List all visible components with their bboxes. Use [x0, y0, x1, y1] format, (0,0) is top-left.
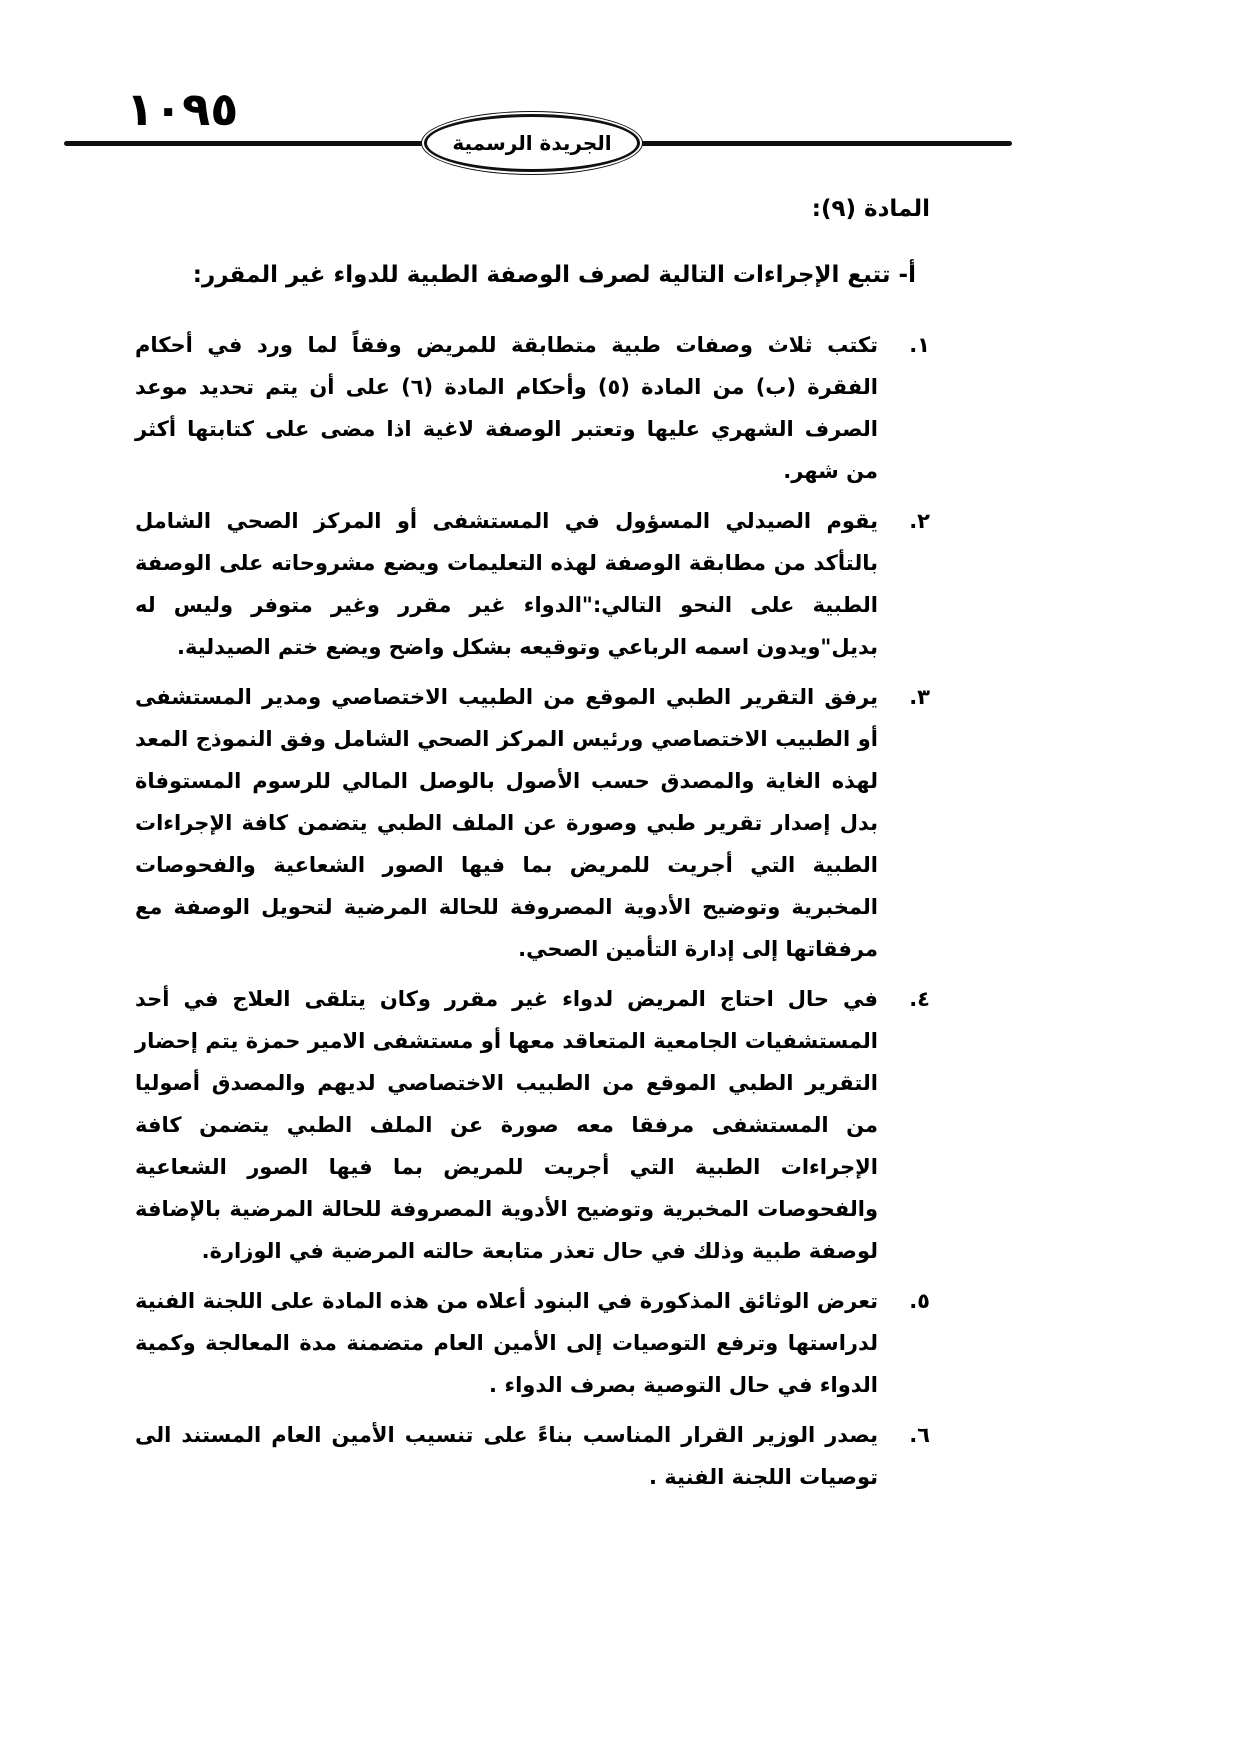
list-item	[135, 676, 930, 970]
item-number: ٤.	[909, 987, 930, 1011]
list-item	[135, 1280, 930, 1406]
list-item	[135, 978, 930, 1272]
item-text: تعرض الوثائق المذكورة في البنود أعلاه من هذه المادة على اللجنة الفنية لدراستها وترفع التوصيات إلى الأمين العام متضمنة مدة المعالجة وكمية الدواء في حال التوصية بصرف الدواء .	[135, 1289, 878, 1397]
item-text: يقوم الصيدلي المسؤول في المستشفى أو المركز الصحي الشامل بالتأكد من مطابقة الوصفة لهذه التعليمات ويضع مشروحاته على الوصفة الطبية على النحو التالي:"الدواء غير مقرر وغير متوفر وليس له بديل"ويدون اسمه الرباعي وتوقيعه بشكل واضح ويضع ختم الصيدلية.	[135, 509, 878, 659]
item-text: يصدر الوزير القرار المناسب بناءً على تنسيب الأمين العام المستند الى توصيات اللجنة الفنية .	[135, 1423, 878, 1489]
item-text: يرفق التقرير الطبي الموقع من الطبيب الاختصاصي ومدير المستشفى أو الطبيب الاختصاصي ورئيس المركز الصحي الشامل وفق النموذج المعد لهذه الغاية والمصدق حسب الأصول بالوصل المالي للرسوم المستوفاة بدل إصدار تقرير طبي وصورة عن الملف الطبي يتضمن كافة الإجراءات الطبية التي أجريت للمريض بما فيها الصور الشعاعية والفحوصات المخبرية وتوضيح الأدوية المصروفة للحالة المرضية لتحويل الوصفة مع مرفقاتها إلى إدارة التأمين الصحي.	[135, 685, 878, 961]
list-item	[135, 324, 930, 492]
item-number: ٢.	[909, 509, 930, 533]
item-text: تكتب ثلاث وصفات طبية متطابقة للمريض وفقاً لما ورد في أحكام الفقرة (ب) من المادة (٥) وأحكام المادة (٦) على أن يتم تحديد موعد الصرف الشهري عليها وتعتبر الوصفة لاغية اذا مضى على كتابتها أكثر من شهر.	[135, 333, 878, 483]
item-number: ٣.	[909, 685, 930, 709]
item-text: في حال احتاج المريض لدواء غير مقرر وكان يتلقى العلاج في أحد المستشفيات الجامعية المتعاقد معها أو مستشفى الامير حمزة يتم إحضار التقرير الطبي الموقع من الطبيب الاختصاصي لديهم والمصدق أصوليا من المستشفى مرفقا معه صورة عن الملف الطبي يتضمن كافة الإجراءات الطبية التي أجريت للمريض بما فيها الصور الشعاعية والفحوصات المخبرية وتوضيح الأدوية المصروفة للحالة المرضية بالإضافة لوصفة طبية وذلك في حال تعذر متابعة حالته المرضية في الوزارة.	[135, 987, 878, 1263]
item-number: ١.	[909, 333, 930, 357]
article-intro: أ- تتبع الإجراءات التالية لصرف الوصفة الطبية للدواء غير المقرر:	[192, 262, 916, 288]
page-number: ١٠٩٥	[126, 82, 239, 136]
item-number: ٥.	[909, 1289, 930, 1313]
list-item	[135, 1414, 930, 1498]
item-number: ٦.	[909, 1423, 930, 1447]
list-item	[135, 500, 930, 668]
article-content	[135, 196, 930, 1506]
article-title: المادة (٩):	[811, 196, 930, 222]
gazette-badge-label: الجريدة الرسمية	[452, 131, 612, 155]
gazette-badge	[424, 114, 640, 172]
